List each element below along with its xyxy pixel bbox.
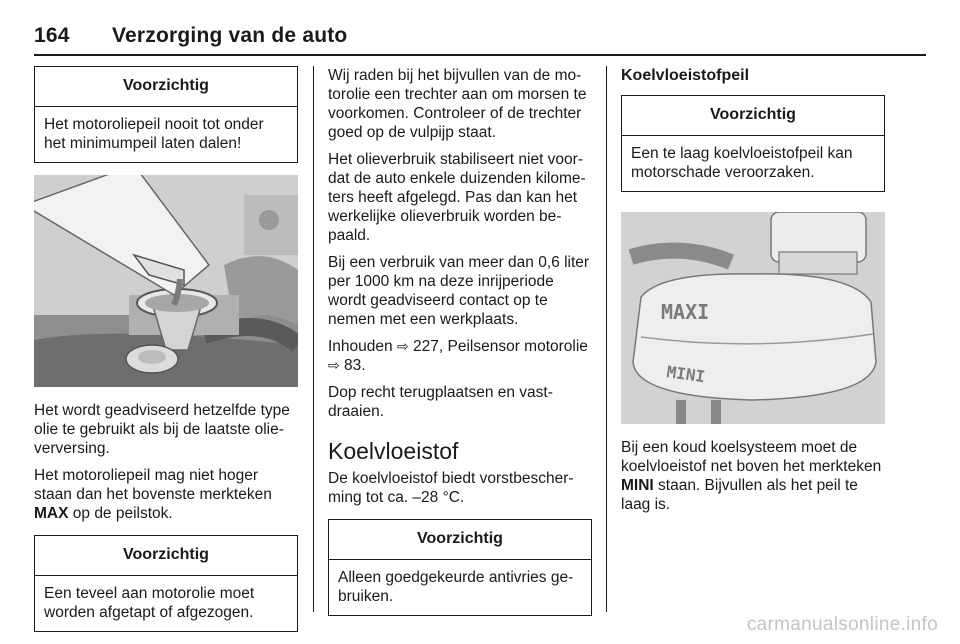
caution-text: Een te laag koelvloeistofpeil kan motorschade veroorzaken. — [631, 145, 853, 181]
paragraph: Wij raden bij het bijvullen van de motorolie een trechter aan om morsen te voorkomen. Controleer of de trechter goed op de vulpijp staat. — [328, 67, 587, 141]
mini-mark: MINI — [621, 477, 654, 494]
column-divider — [606, 66, 607, 612]
min-marking: MINI — [665, 362, 707, 387]
max-marking: MAXI — [661, 300, 710, 324]
column-3 — [621, 66, 885, 522]
page-reference-icon: ⇨ — [396, 338, 409, 354]
page-reference-icon: ⇨ — [328, 357, 340, 373]
reference-paragraph: Inhouden ⇨ 227, Peilsensor motorolie ⇨ 83. — [328, 338, 588, 374]
paragraph: Bij een verbruik van meer dan 0,6 liter per 1000 km na deze inrijperiode wordt geadviseerd contact op te nemen met een werkplaats. — [328, 254, 590, 328]
page-header — [34, 24, 347, 48]
paragraph: De koelvloeistof biedt vorstbescherming tot ca. –28 °C. — [328, 470, 574, 506]
column-2 — [328, 66, 592, 628]
header-rule — [34, 54, 926, 56]
paragraph: Het wordt geadviseerd hetzelfde type olie te gebruikt als bij de laatste olieverversing. — [34, 402, 290, 457]
page-reference[interactable]: 227 — [413, 338, 439, 355]
subsection-heading: Koelvloeistofpeil — [621, 67, 750, 84]
caution-box — [621, 95, 885, 192]
page-reference[interactable]: 83 — [344, 357, 362, 374]
paragraph: Bij een koud koelsysteem moet de koelvloeistof net boven het merkteken MINI staan. Bijvullen als het peil te laag is. — [621, 439, 882, 513]
caution-text: Alleen goedgekeurde antivries gebruiken. — [338, 569, 574, 605]
caution-title: Voorzichtig — [329, 520, 591, 560]
caution-title: Voorzichtig — [622, 96, 884, 136]
max-mark: MAX — [34, 505, 69, 522]
column-divider — [313, 66, 314, 612]
oil-funnel-illustration — [34, 175, 298, 387]
oil-filling-photo — [34, 175, 298, 387]
page-title: Verzorging van de auto — [112, 24, 348, 47]
caution-text: Een teveel aan motorolie moet worden afgetapt of afgezogen. — [44, 585, 255, 621]
section-heading: Koelvloeistof — [328, 438, 459, 464]
caution-box — [34, 66, 298, 163]
watermark: carmanualsonline.info — [746, 614, 938, 635]
caution-title: Voorzichtig — [35, 67, 297, 107]
caution-text: Het motoroliepeil nooit tot onder het minimumpeil laten dalen! — [44, 116, 264, 152]
paragraph: Het olieverbruik stabiliseert niet voordat de auto enkele duizenden kilometers heeft afgelegd. Pas dan kan het werkelijke olieverbruik worden bepaald. — [328, 151, 586, 244]
coolant-tank-photo — [621, 212, 885, 424]
paragraph: Dop recht terugplaatsen en vastdraaien. — [328, 384, 553, 420]
paragraph: Het motoroliepeil mag niet hoger staan dan het bovenste merkteken MAX op de peilstok. — [34, 467, 272, 522]
page-number: 164 — [34, 24, 70, 47]
caution-title: Voorzichtig — [35, 536, 297, 576]
caution-box — [34, 535, 298, 632]
caution-box — [328, 519, 592, 616]
coolant-reservoir-illustration — [621, 212, 885, 424]
column-1 — [34, 66, 298, 644]
